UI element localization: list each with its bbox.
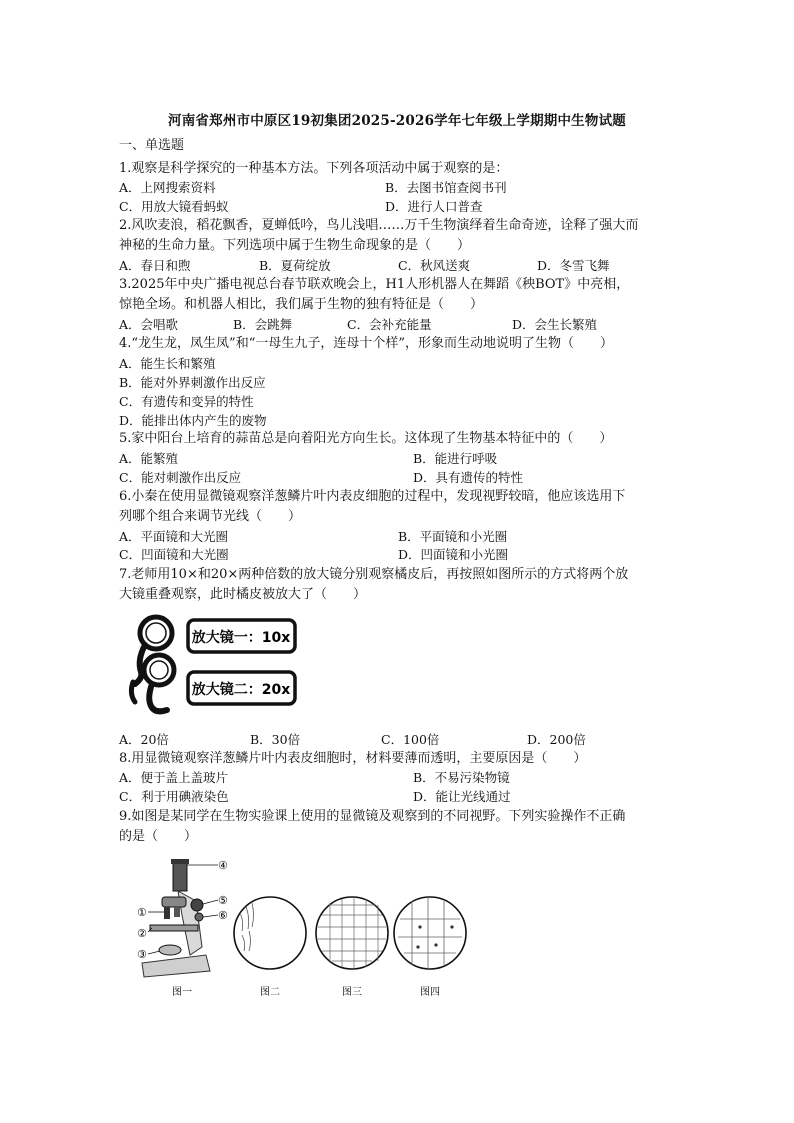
exam-title: 河南省郑州市中原区19初集团2025-2026学年七年级上学期期中生物试题 (168, 113, 626, 129)
q3-option-a: A．会唱歌 (119, 317, 179, 332)
q2-option-d: D．冬雪飞舞 (537, 258, 610, 273)
magnifier-figure (119, 610, 299, 722)
q8-option-c: C．利于用碘液染色 (119, 789, 229, 804)
q6-option-d: D．凹面镜和小光圈 (398, 547, 509, 562)
marker-5: ⑤ (218, 894, 228, 907)
microscope-figure (130, 855, 475, 1000)
q4-option-b: B．能对外界刺激作出反应 (119, 375, 266, 390)
question-3-stem-line2: 惊艳全场。和机器人相比，我们属于生物的独有特征是（ ） (119, 297, 484, 312)
question-1-stem: 1.观察是科学探究的一种基本方法。下列各项活动中属于观察的是： (119, 161, 509, 176)
q4-option-d: D．能排出体内产生的废物 (119, 413, 267, 428)
q1-option-b: B．去图书馆查阅书刊 (385, 180, 507, 195)
q1-option-a: A．上网搜索资料 (119, 180, 216, 195)
q6-option-b: B．平面镜和小光圈 (398, 529, 508, 544)
caption-figure-3: 图三 (342, 987, 362, 998)
q2-option-a: A．春日和煦 (119, 258, 191, 273)
question-7-stem-line1: 7.老师用10×和20×两种倍数的放大镜分别观察橘皮后，再按照如图所示的方式将两个放 (119, 567, 629, 582)
marker-1: ① (137, 906, 147, 919)
q8-option-b: B．不易污染物镜 (413, 770, 510, 785)
q5-option-c: C．能对刺激作出反应 (119, 470, 242, 485)
q6-option-c: C．凹面镜和大光圈 (119, 547, 229, 562)
question-5-stem: 5.家中阳台上培育的蒜苗总是向着阳光方向生长。这体现了生物基本特征中的（ ） (119, 431, 613, 446)
field-of-view-2 (234, 897, 306, 969)
q1-option-d: D．进行人口普查 (385, 199, 483, 214)
q2-option-c: C．秋风送爽 (398, 258, 471, 273)
q7-option-d: D．200倍 (527, 732, 586, 747)
q3-option-b: B．会跳舞 (233, 317, 293, 332)
section-heading: 一、单选题 (119, 138, 185, 153)
field-of-view-3 (316, 897, 388, 969)
q3-option-d: D．会生长繁殖 (512, 317, 598, 332)
q1-option-c: C．用放大镜看蚂蚁 (119, 199, 229, 214)
marker-3: ③ (137, 948, 147, 961)
q7-option-b: B．30倍 (250, 732, 301, 747)
q5-option-d: D．具有遗传的特性 (413, 470, 524, 485)
marker-4: ④ (218, 859, 228, 872)
q5-option-b: B．能进行呼吸 (413, 451, 498, 466)
magnifier-two-label: 放大镜二：20x (191, 682, 291, 698)
q8-option-a: A．便于盖上盖玻片 (119, 770, 229, 785)
question-6-stem-line2: 列哪个组合来调节光线（ ） (119, 509, 302, 524)
question-6-stem-line1: 6.小秦在使用显微镜观察洋葱鳞片叶内表皮细胞的过程中，发现视野较暗，他应该选用下 (119, 489, 626, 504)
caption-figure-1: 图一 (172, 987, 192, 998)
question-2-stem-line1: 2.风吹麦浪，稻花飘香，夏蝉低吟，鸟儿浅唱……万千生物演绎着生命奇迹，诠释了强大而 (119, 218, 639, 233)
microscope-icon (142, 859, 210, 977)
question-2-stem-line2: 神秘的生命力量。下列选项中属于生物生命现象的是（ ） (119, 238, 471, 253)
q7-option-c: C．100倍 (381, 732, 440, 747)
q2-option-b: B．夏荷绽放 (259, 258, 331, 273)
field-of-view-4 (394, 897, 466, 969)
q3-option-c: C．会补充能量 (347, 317, 432, 332)
q4-option-c: C．有遗传和变异的特性 (119, 394, 254, 409)
question-3-stem-line1: 3.2025年中央广播电视总台春节联欢晚会上，H1人形机器人在舞蹈《秧BOT》中亮相， (119, 277, 630, 292)
question-8-stem: 8.用显微镜观察洋葱鳞片叶内表皮细胞时，材料要薄而透明，主要原因是（ ） (119, 751, 587, 766)
magnifier-one-label: 放大镜一：10x (191, 630, 291, 646)
question-4-stem: 4.“龙生龙，凤生凤”和“一母生九子，连母十个样”，形象而生动地说明了生物（ ） (119, 336, 613, 351)
question-9-stem-line1: 9.如图是某同学在生物实验课上使用的显微镜及观察到的不同视野。下列实验操作不正确 (119, 809, 626, 824)
q4-option-a: A．能生长和繁殖 (119, 356, 216, 371)
q7-option-a: A．20倍 (119, 732, 169, 747)
caption-figure-4: 图四 (420, 987, 440, 998)
caption-figure-2: 图二 (260, 987, 280, 998)
q5-option-a: A．能繁殖 (119, 451, 179, 466)
q8-option-d: D．能让光线通过 (413, 789, 511, 804)
q6-option-a: A．平面镜和大光圈 (119, 529, 229, 544)
question-9-stem-line2: 的是（ ） (119, 829, 198, 844)
marker-6: ⑥ (218, 909, 228, 922)
marker-2: ② (137, 927, 147, 940)
question-7-stem-line2: 大镜重叠观察，此时橘皮被放大了（ ） (119, 587, 367, 602)
